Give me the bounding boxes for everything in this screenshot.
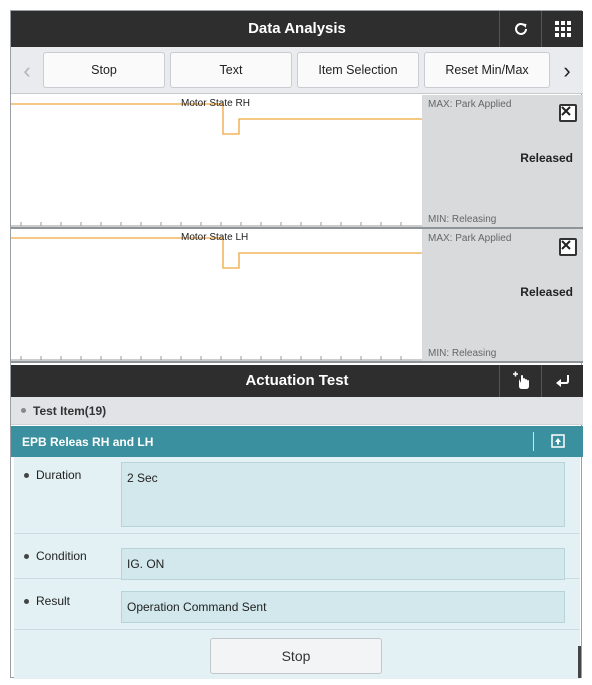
selected-test-name: EPB Releas RH and LH	[22, 434, 154, 449]
graph-rh-current-value: Released	[520, 151, 573, 165]
scrollbar[interactable]	[578, 646, 581, 678]
reset-min-max-button[interactable]: Reset Min/Max	[424, 52, 550, 88]
graph-motor-state-lh	[11, 229, 583, 363]
result-field: Operation Command Sent	[121, 591, 565, 623]
condition-label-text: Condition	[36, 549, 87, 563]
graph-motor-state-rh	[11, 95, 583, 229]
grid-menu-icon	[555, 21, 571, 37]
graph-rh-ticks	[21, 222, 401, 226]
result-row	[14, 580, 580, 630]
duration-field: 2 Sec	[121, 462, 565, 527]
test-item-bar[interactable]	[11, 397, 583, 425]
bullet-icon	[24, 473, 29, 478]
stop-toolbar-button[interactable]: Stop	[43, 52, 165, 88]
chevron-right-icon: ›	[563, 57, 571, 83]
condition-label	[24, 549, 87, 563]
graph-lh-label: Motor State LH	[181, 232, 249, 243]
result-label-text: Result	[36, 594, 71, 608]
bullet-icon	[24, 599, 29, 604]
chevron-left-icon: ‹	[23, 57, 31, 83]
bullet-icon	[21, 408, 26, 413]
graph-rh-max: MAX: Park Applied	[428, 99, 512, 110]
actuation-test-header	[11, 365, 583, 397]
duration-label	[24, 468, 81, 482]
title-bar	[11, 11, 583, 47]
graph-lh-value-panel	[422, 229, 583, 361]
duration-row	[14, 457, 580, 534]
condition-field: IG. ON	[121, 548, 565, 580]
toolbar	[11, 47, 583, 94]
item-selection-button[interactable]: Item Selection	[297, 52, 419, 88]
divider	[533, 432, 534, 451]
return-arrow-icon	[555, 373, 571, 389]
touch-hand-icon	[510, 371, 532, 391]
grid-menu-button[interactable]	[541, 11, 583, 47]
return-button[interactable]	[541, 365, 583, 397]
collapse-icon[interactable]	[551, 434, 565, 448]
graph-lh-min: MIN: Releasing	[428, 348, 497, 359]
duration-label-text: Duration	[36, 468, 82, 482]
test-detail-panel	[14, 457, 580, 679]
graph-lh-close-button[interactable]	[559, 238, 577, 256]
graph-rh-label: Motor State RH	[181, 98, 250, 109]
text-button[interactable]: Text	[170, 52, 292, 88]
next-page-button[interactable]	[553, 47, 581, 94]
bullet-icon	[24, 554, 29, 559]
touch-mode-button[interactable]	[499, 365, 541, 397]
app-frame	[10, 10, 582, 678]
graph-rh-min: MIN: Releasing	[428, 214, 497, 225]
refresh-icon	[512, 20, 530, 38]
graph-lh-current-value: Released	[520, 285, 573, 299]
refresh-button[interactable]	[499, 11, 541, 47]
condition-row	[14, 535, 580, 579]
graph-lh-max: MAX: Park Applied	[428, 233, 512, 244]
prev-page-button[interactable]	[13, 47, 41, 94]
window-title: Data Analysis	[248, 20, 346, 37]
test-item-count: Test Item(19)	[33, 403, 107, 418]
graph-lh-ticks	[21, 356, 401, 360]
selected-test-bar[interactable]	[11, 426, 583, 457]
result-label	[24, 594, 70, 608]
graph-rh-close-button[interactable]	[559, 104, 577, 122]
close-icon	[561, 106, 571, 116]
graph-rh-plot	[11, 95, 422, 227]
graph-rh-value-panel	[422, 95, 583, 227]
actuation-test-title: Actuation Test	[245, 372, 349, 389]
close-icon	[561, 240, 571, 250]
stop-button[interactable]: Stop	[210, 638, 382, 674]
graph-lh-plot	[11, 229, 422, 361]
